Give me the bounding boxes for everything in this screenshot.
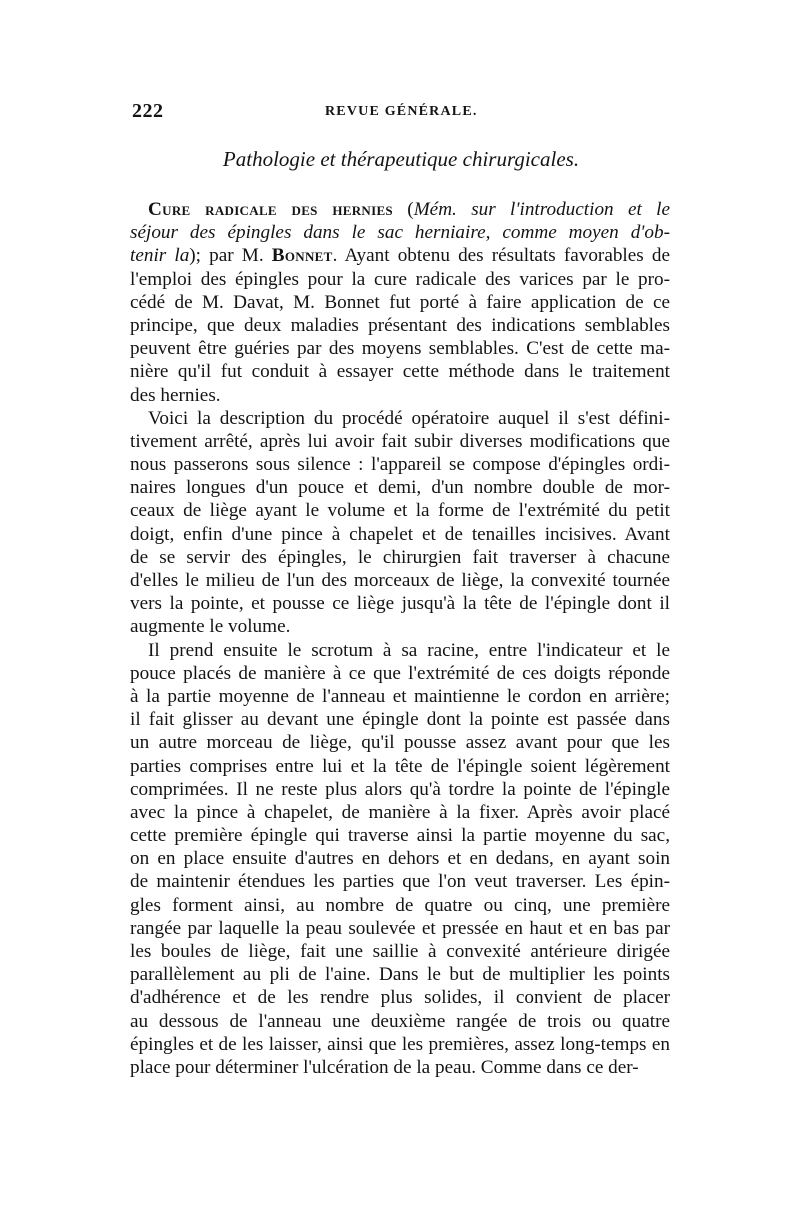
text-line <box>130 778 670 801</box>
text-segment: parallèlement au pli de l'aine. Dans le but de multiplier les points <box>130 964 670 986</box>
text-segment: rangée par laquelle la peau soulevée et pressée en haut et en bas par <box>130 917 670 939</box>
small-caps-text: Cure radicale des hernies <box>148 199 393 220</box>
text-line <box>130 569 670 592</box>
paragraph <box>130 407 670 639</box>
text-segment: les boules de liège, fait une saillie à convexité antérieure dirigée <box>130 941 670 962</box>
text-line <box>130 708 670 731</box>
text-line <box>130 870 670 893</box>
text-segment: d'adhérence et de les rendre plus solides, il convient de placer <box>130 987 670 1009</box>
section-title: Pathologie et thérapeutique chirurgicales. <box>222 147 580 171</box>
italic-text: tenir la <box>130 245 190 267</box>
page-header <box>132 100 670 128</box>
text-segment: doigt, enfin d'une pince à chapelet et de tenailles incisives. Avant <box>130 523 670 545</box>
text-line <box>130 940 670 963</box>
text-line <box>130 360 670 383</box>
text-line <box>130 291 670 314</box>
text-line <box>130 731 670 754</box>
text-segment: avec la pince à chapelet, de manière à la fixer. Après avoir placé <box>130 801 670 823</box>
text-line <box>130 198 670 221</box>
text-line <box>130 1010 670 1033</box>
text-segment: ceaux de liège ayant le volume et la forme de l'extrémité du petit <box>130 500 670 522</box>
italic-text: Mém. sur l'introduction et le <box>413 199 670 220</box>
body-text <box>130 198 670 1079</box>
text-line <box>130 453 670 476</box>
text-segment: épingles et de les laisser, ainsi que les premières, assez long-temps en <box>130 1033 670 1055</box>
text-segment: place pour déterminer l'ulcération de la peau. Comme dans ce der- <box>130 1056 639 1078</box>
text-line <box>130 499 670 522</box>
text-line <box>130 384 670 407</box>
text-line <box>130 894 670 917</box>
paragraph <box>130 639 670 1080</box>
text-segment: de se servir des épingles, le chirurgien fait traverser à chacune <box>130 546 670 568</box>
text-segment: des hernies. <box>130 384 221 406</box>
text-segment: cédé de M. Davat, M. Bonnet fut porté à faire application de ce <box>130 291 670 313</box>
text-line <box>130 615 670 638</box>
text-line <box>130 685 670 708</box>
text-segment: vers la pointe, et pousse ce liège jusqu'à la tête de l'épingle dont il <box>130 593 670 615</box>
text-line <box>130 268 670 291</box>
text-line <box>130 314 670 337</box>
text-line <box>130 1056 670 1079</box>
text-segment: il fait glisser au devant une épingle dont la pointe est passée dans <box>130 709 670 731</box>
paragraph <box>130 198 670 407</box>
text-segment: gles forment ainsi, au nombre de quatre ou cinq, une première <box>130 894 670 916</box>
text-segment: un autre morceau de liège, qu'il pousse assez avant pour que les <box>130 732 670 754</box>
text-segment: tivement arrêté, après lui avoir fait subir diverses modifications que <box>130 430 670 452</box>
text-segment: d'elles le milieu de l'un des morceaux de liège, la convexité tournée <box>130 570 670 591</box>
text-line <box>130 986 670 1009</box>
text-segment: au dessous de l'anneau une deuxième rangée de trois ou quatre <box>130 1010 670 1032</box>
text-segment: peuvent être guéries par des moyens semblables. C'est de cette ma- <box>130 338 670 360</box>
text-line <box>130 963 670 986</box>
text-line <box>130 337 670 360</box>
text-segment: cette première épingle qui traverse ainsi la partie moyenne du sac, <box>130 825 670 847</box>
text-segment: ); par M. <box>189 245 272 267</box>
text-line <box>130 639 670 662</box>
small-caps-text: Bonnet <box>271 245 333 267</box>
text-line <box>130 847 670 870</box>
text-line <box>130 523 670 546</box>
text-line <box>130 801 670 824</box>
text-segment: Il prend ensuite le scrotum à sa racine, entre l'indicateur et le <box>148 639 670 661</box>
text-line <box>130 407 670 430</box>
text-segment: pouce placés de manière à ce que l'extrémité de ces doigts réponde <box>130 662 670 684</box>
text-segment: nière qu'il fut conduit à essayer cette méthode dans le traitement <box>130 361 670 383</box>
text-segment: ( <box>392 199 414 220</box>
text-segment: augmente le volume. <box>130 616 291 638</box>
text-segment: principe, que deux maladies présentant des indications semblables <box>130 314 670 336</box>
text-line <box>130 824 670 847</box>
text-line <box>130 755 670 778</box>
text-segment: de maintenir étendues les parties que l'on veut traverser. Les épin- <box>130 871 670 893</box>
page-number: 222 <box>132 100 164 122</box>
text-line <box>130 221 670 244</box>
text-line <box>130 1033 670 1056</box>
text-segment: à la partie moyenne de l'anneau et maintienne le cordon en arrière; <box>130 685 670 707</box>
text-line <box>130 592 670 615</box>
italic-text: séjour des épingles dans le sac herniaire, comme moyen d'ob- <box>130 222 670 244</box>
text-line <box>130 244 670 267</box>
text-segment: . Ayant obtenu des résultats favorables de <box>332 245 670 267</box>
text-segment: comprimées. Il ne reste plus alors qu'à tordre la pointe de l'épingle <box>130 778 670 800</box>
text-line <box>130 430 670 453</box>
text-segment: l'emploi des épingles pour la cure radicale des varices par le pro- <box>130 268 670 290</box>
running-head: REVUE GÉNÉRALE. <box>325 104 478 119</box>
text-segment: nous passerons sous silence : l'appareil se compose d'épingles ordi- <box>130 454 670 476</box>
text-line <box>130 917 670 940</box>
text-line <box>130 476 670 499</box>
text-segment: naires longues d'un pouce et demi, d'un nombre double de mor- <box>130 477 670 499</box>
text-line <box>130 546 670 569</box>
text-segment: Voici la description du procédé opératoire auquel il s'est défini- <box>148 407 670 429</box>
text-segment: on en place ensuite d'autres en dehors et en dedans, en ayant soin <box>130 848 670 870</box>
text-segment: parties comprises entre lui et la tête de l'épingle soient légèrement <box>130 755 670 777</box>
text-line <box>130 662 670 685</box>
